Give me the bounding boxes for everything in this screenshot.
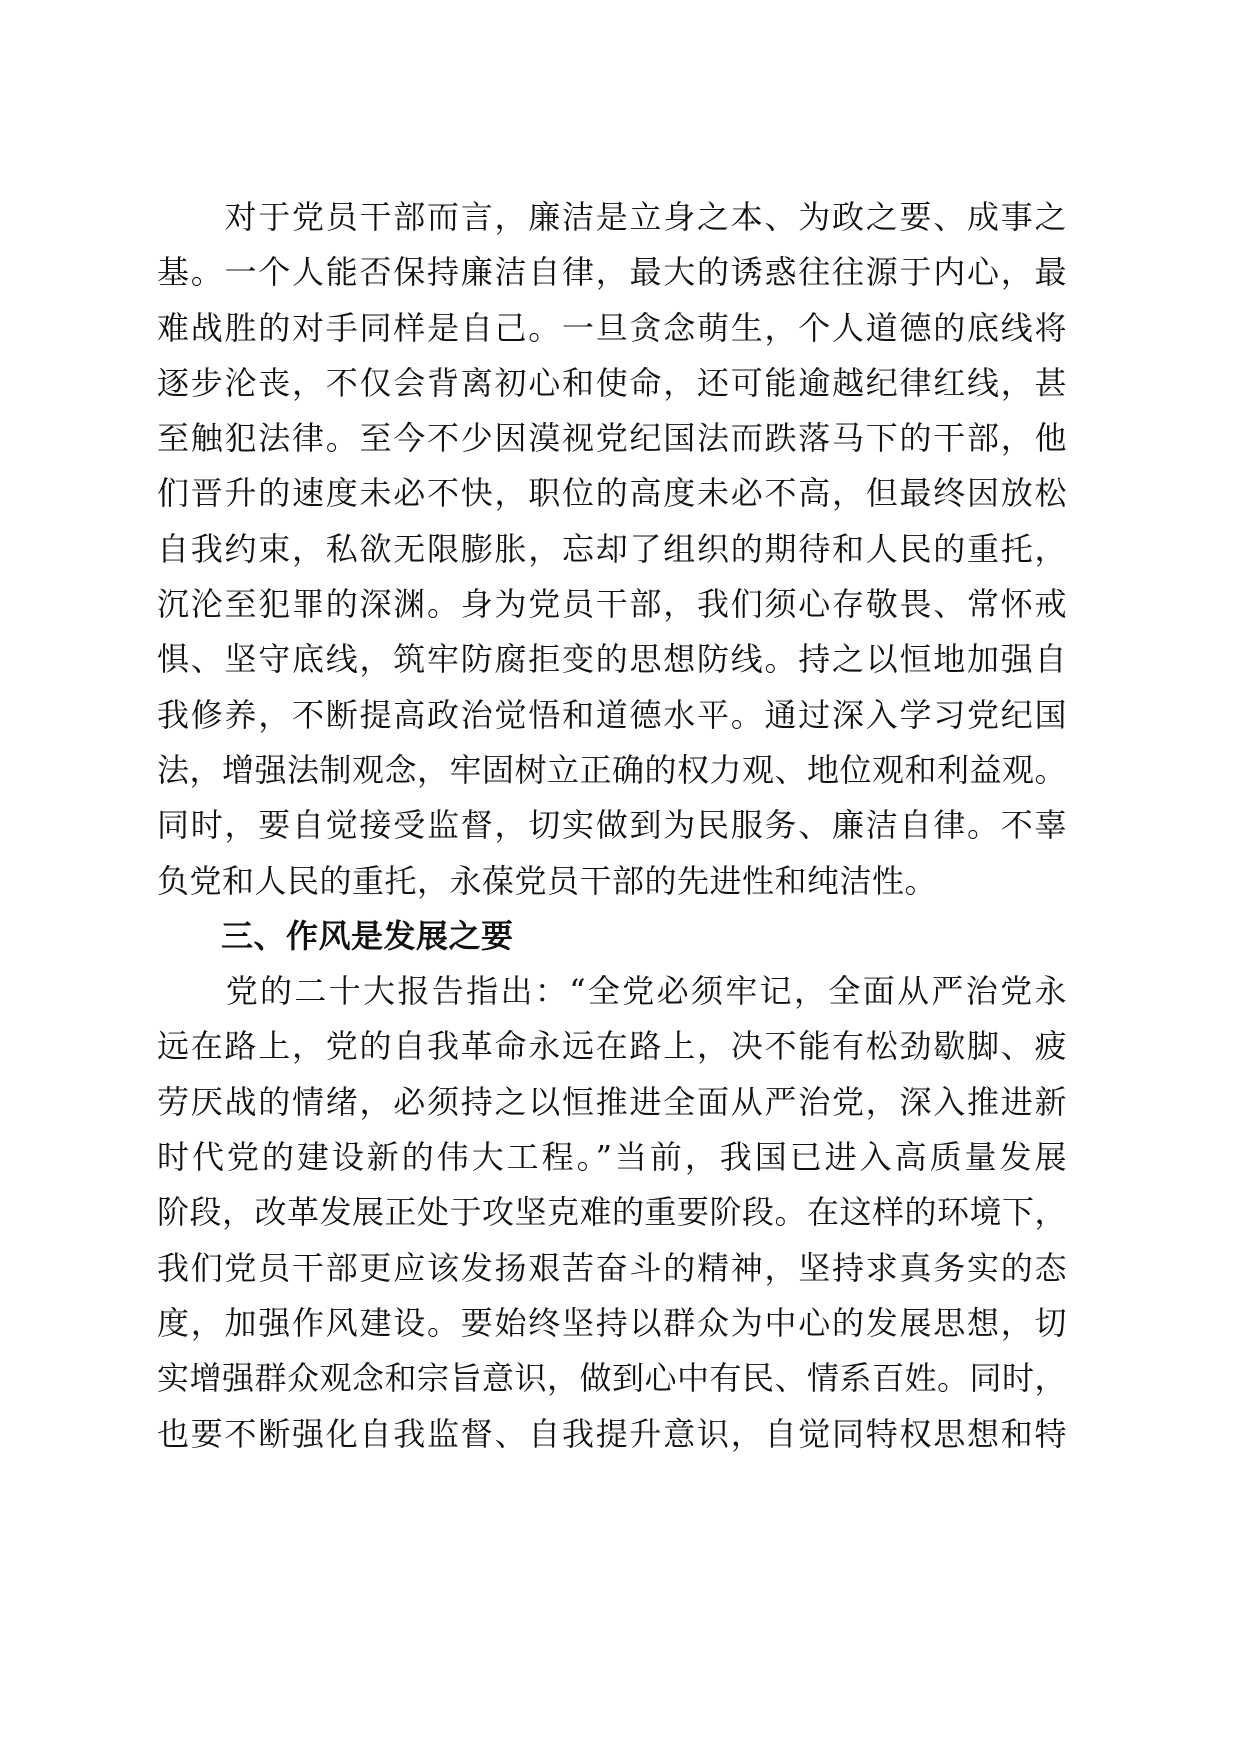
paragraph-line: 阶段，改革发展正处于攻坚克难的重要阶段。在这样的环境下，	[157, 1193, 1068, 1232]
paragraph-line: 远在路上，党的自我革命永远在路上，决不能有松劲歇脚、疲	[157, 1027, 1067, 1066]
paragraph-line: 党的二十大报告指出：“全党必须牢记，全面从严治党永	[157, 972, 1067, 1011]
paragraph-line: 负党和人民的重托，永葆党员干部的先进性和纯洁性。	[157, 861, 938, 900]
paragraph-work-style	[157, 964, 1067, 1462]
paragraph-line: 至触犯法律。至今不少因漠视党纪国法而跌落马下的干部，他	[157, 419, 1067, 458]
paragraph-line: 们晋升的速度未必不快，职位的高度未必不高，但最终因放松	[157, 474, 1067, 513]
paragraph-line: 自我约束，私欲无限膨胀，忘却了组织的期待和人民的重托，	[157, 529, 1067, 568]
paragraph-line: 法，增强法制观念，牢固树立正确的权力观、地位观和利益观。	[157, 750, 1068, 789]
document-body	[157, 190, 1067, 1462]
paragraph-line: 惧、坚守底线，筑牢防腐拒变的思想防线。持之以恒地加强自	[157, 640, 1067, 679]
paragraph-line: 劳厌战的情绪，必须持之以恒推进全面从严治党，深入推进新	[157, 1082, 1067, 1121]
section-heading: 三、作风是发展之要	[221, 916, 514, 955]
paragraph-line: 时代党的建设新的伟大工程。”当前，我国已进入高质量发展	[157, 1138, 1067, 1177]
paragraph-line: 难战胜的对手同样是自己。一旦贪念萌生，个人道德的底线将	[157, 308, 1067, 347]
paragraph-line: 实增强群众观念和宗旨意识，做到心中有民、情系百姓。同时，	[157, 1359, 1068, 1398]
paragraph-line: 沉沦至犯罪的深渊。身为党员干部，我们须心存敬畏、常怀戒	[157, 585, 1067, 624]
paragraph-line: 对于党员干部而言，廉洁是立身之本、为政之要、成事之	[157, 198, 1067, 236]
paragraph-line: 逐步沦丧，不仅会背离初心和使命，还可能逾越纪律红线，甚	[157, 363, 1067, 402]
paragraph-line: 我修养，不断提高政治觉悟和道德水平。通过深入学习党纪国	[157, 695, 1067, 734]
paragraph-line: 我们党员干部更应该发扬艰苦奋斗的精神，坚持求真务实的态	[157, 1248, 1067, 1287]
paragraph-line: 也要不断强化自我监督、自我提升意识，自觉同特权思想和特	[157, 1414, 1067, 1453]
paragraph-line: 同时，要自觉接受监督，切实做到为民服务、廉洁自律。不辜	[157, 806, 1067, 845]
paragraph-integrity	[157, 190, 1067, 909]
paragraph-line: 基。一个人能否保持廉洁自律，最大的诱惑往往源于内心，最	[157, 253, 1067, 292]
paragraph-line: 度，加强作风建设。要始终坚持以群众为中心的发展思想，切	[157, 1303, 1067, 1342]
